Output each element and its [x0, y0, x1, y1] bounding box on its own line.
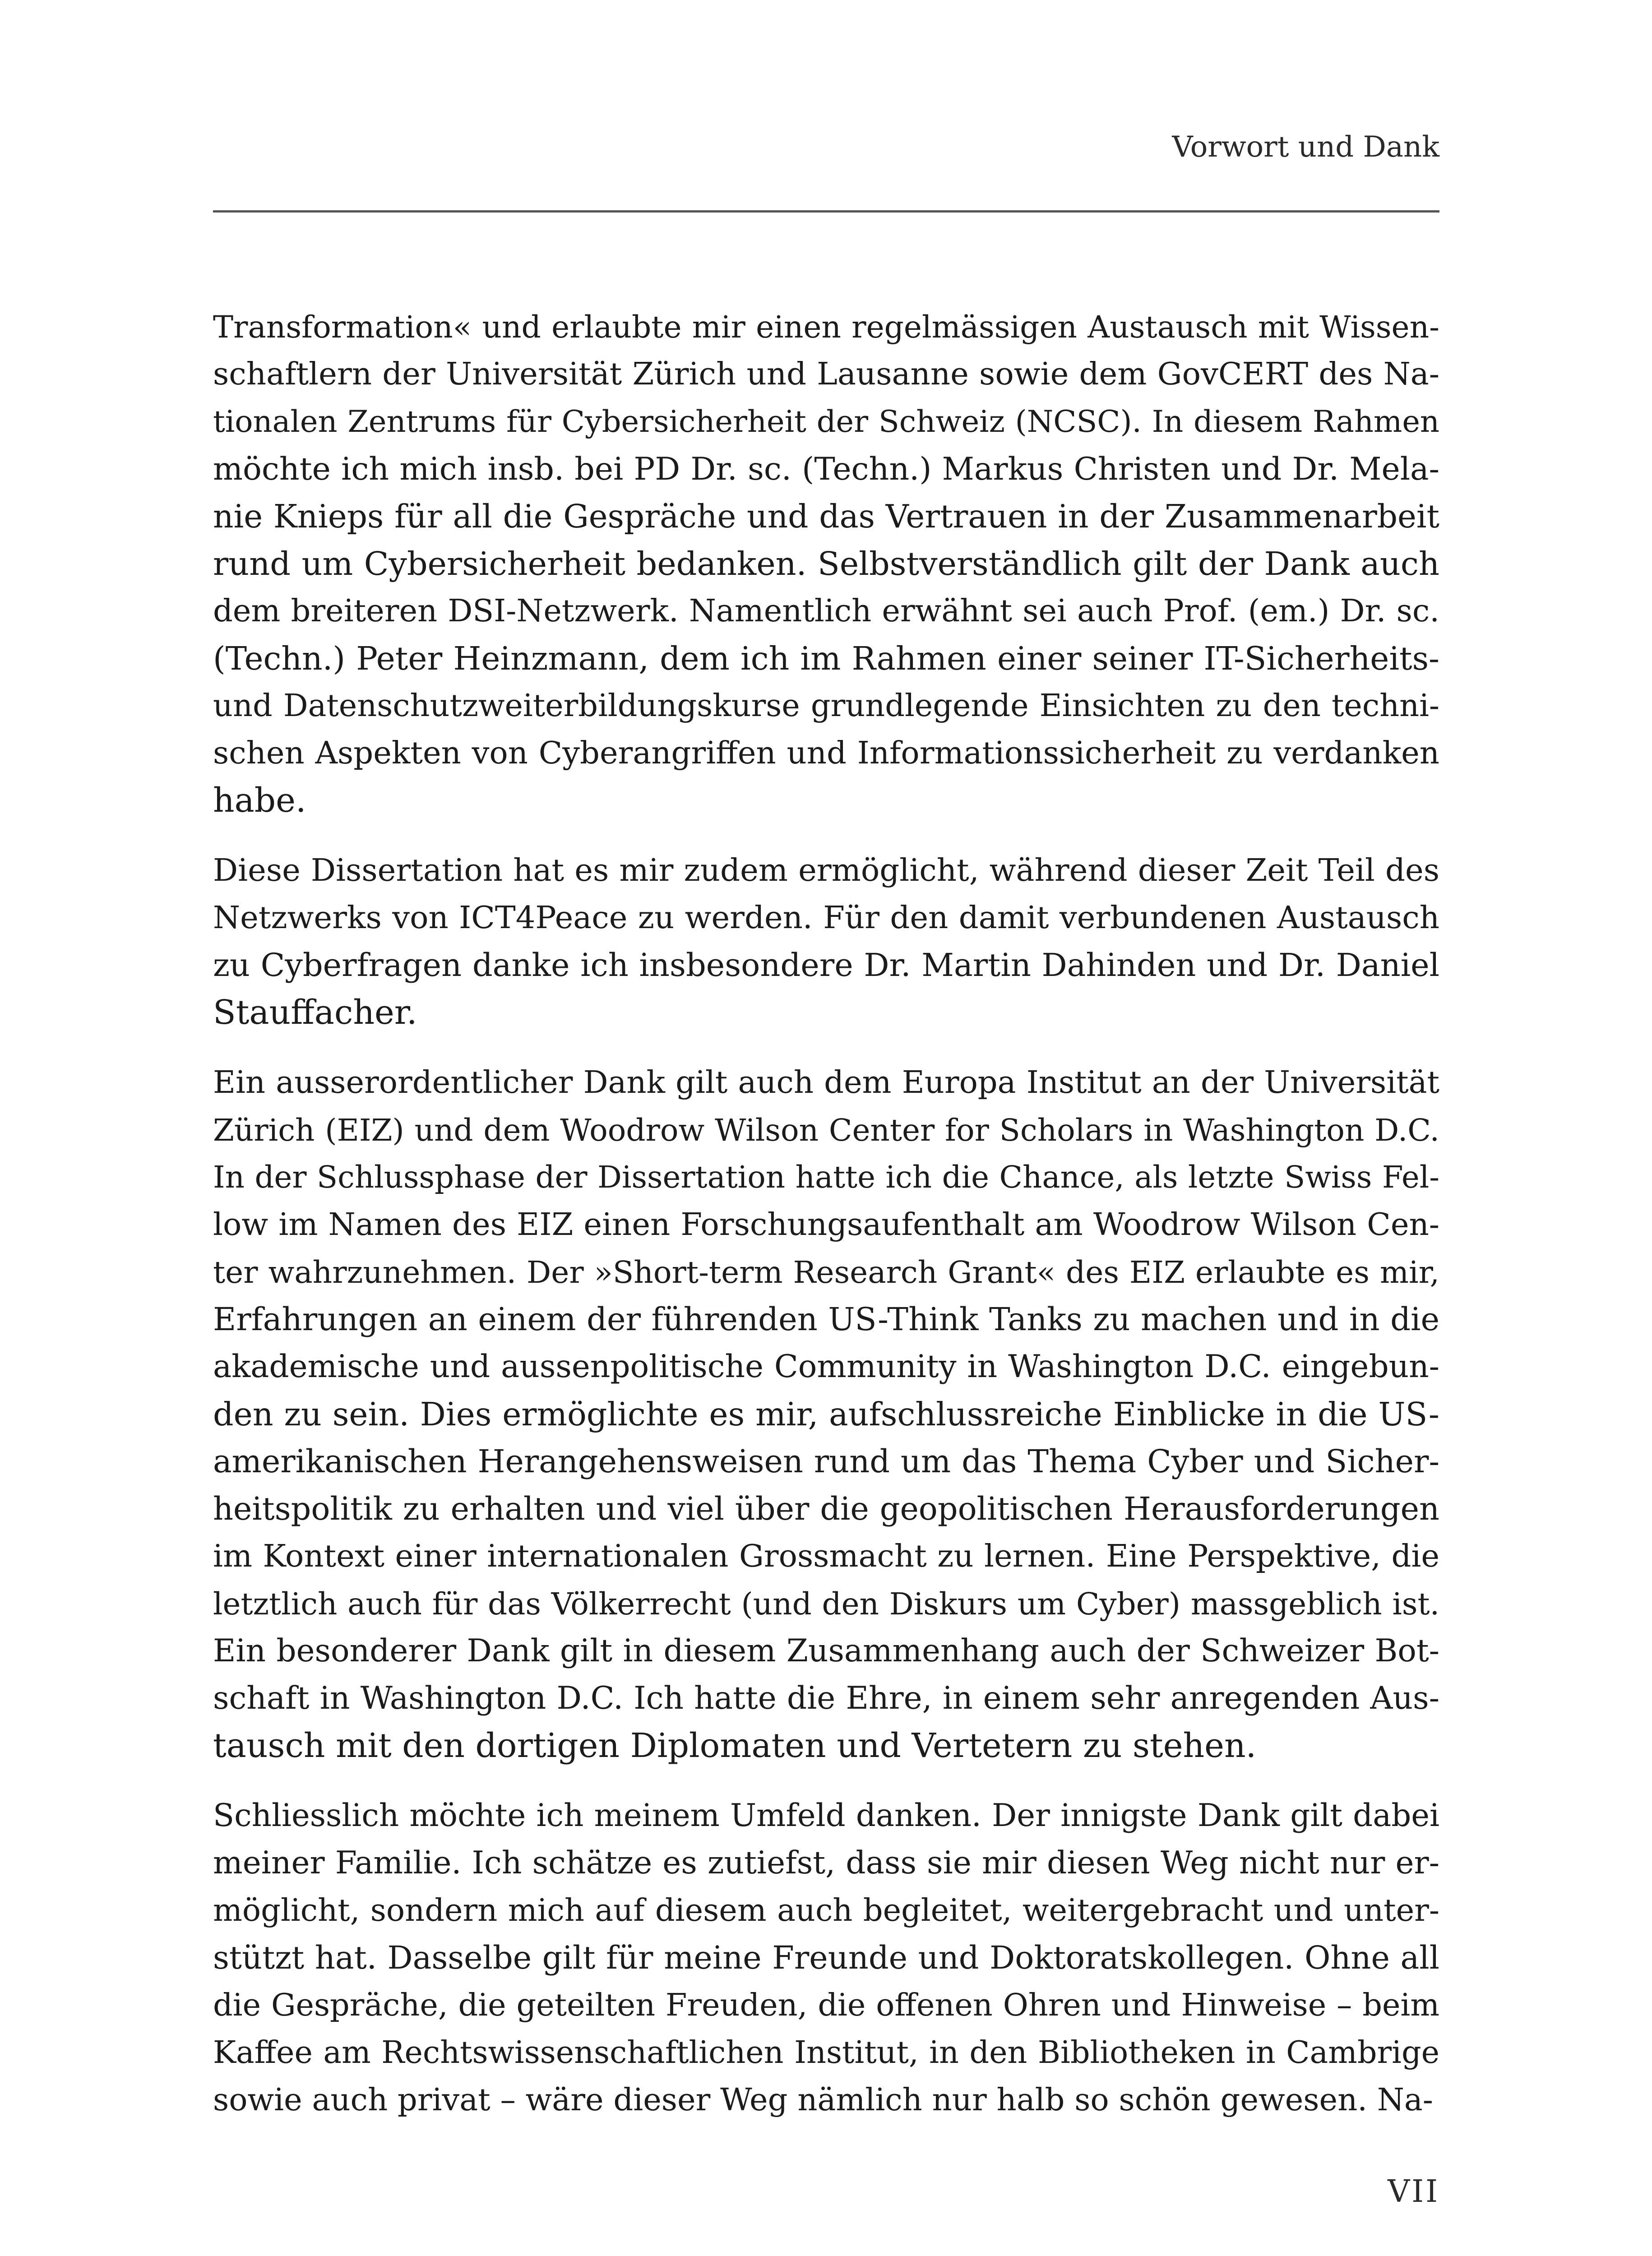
text-line: nie Knieps für all die Gespräche und das Vertrauen in der Zusammenarbeit: [213, 498, 1439, 535]
text-line: habe.: [213, 781, 306, 820]
text-line: schen Aspekten von Cyberangriffen und Informationssicherheit zu verdanken: [213, 735, 1439, 771]
text-line: schaft in Washington D.C. Ich hatte die Ehre, in einem sehr anregenden Aus-: [213, 1680, 1439, 1716]
text-line: und Datenschutzweiterbildungskurse grundlegende Einsichten zu den techni-: [213, 688, 1439, 724]
text-line: im Kontext einer internationalen Grossmacht zu lernen. Eine Perspektive, die: [213, 1538, 1439, 1574]
text-line: Schliesslich möchte ich meinem Umfeld danken. Der innigste Dank gilt dabei: [213, 1798, 1439, 1834]
text-line: dem breiteren DSI-Netzwerk. Namentlich erwähnt sei auch Prof. (em.) Dr. sc.: [213, 593, 1439, 629]
text-line: low im Namen des EIZ einen Forschungsaufenthalt am Woodrow Wilson Cen-: [213, 1207, 1439, 1243]
text-line: amerikanischen Herangehensweisen rund um das Thema Cyber und Sicher-: [213, 1443, 1439, 1480]
text-line: Stauffacher.: [213, 993, 417, 1032]
page-number: VII: [1388, 2174, 1439, 2210]
text-line: Transformation« und erlaubte mir einen regelmässigen Austausch mit Wissen-: [213, 309, 1439, 345]
text-line: Erfahrungen an einem der führenden US-Think Tanks zu machen und in die: [213, 1301, 1439, 1338]
text-line: heitspolitik zu erhalten und viel über die geopolitischen Herausforderungen: [213, 1491, 1439, 1527]
paragraph-family-friends: [213, 1792, 1439, 2124]
text-line: Zürich (EIZ) und dem Woodrow Wilson Center for Scholars in Washington D.C.: [213, 1112, 1439, 1148]
paragraph-research-collaboration: [213, 303, 1439, 824]
text-line: (Techn.) Peter Heinzmann, dem ich im Rahmen einer seiner IT-Sicherheits-: [213, 640, 1439, 677]
text-line: schaftlern der Universität Zürich und Lausanne sowie dem GovCERT des Na-: [213, 356, 1439, 392]
text-line: möchte ich mich insb. bei PD Dr. sc. (Techn.) Markus Christen und Dr. Mela-: [213, 451, 1439, 487]
running-head-title: Vorwort und Dank: [1172, 130, 1439, 164]
paragraph-eiz-wilson-center: [213, 1059, 1439, 1770]
text-line: tausch mit den dortigen Diplomaten und Vertetern zu stehen.: [213, 1726, 1257, 1765]
text-line: stützt hat. Dasselbe gilt für meine Freunde und Doktoratskollegen. Ohne all: [213, 1939, 1439, 1976]
text-line: Ein besonderer Dank gilt in diesem Zusammenhang auch der Schweizer Bot-: [213, 1633, 1439, 1669]
text-line: ter wahrzunehmen. Der »Short-term Research Grant« des EIZ erlaubte es mir,: [213, 1254, 1439, 1290]
text-line: Kaffee am Rechtswissenschaftlichen Institut, in den Bibliotheken in Cambrige: [213, 2035, 1439, 2071]
text-line: Netzwerks von ICT4Peace zu werden. Für den damit verbundenen Austausch: [213, 900, 1439, 936]
text-line: Ein ausserordentlicher Dank gilt auch dem Europa Institut an der Universität: [213, 1064, 1439, 1100]
text-line: akademische und aussenpolitische Community in Washington D.C. eingebun-: [213, 1349, 1439, 1385]
text-line: den zu sein. Dies ermöglichte es mir, aufschlussreiche Einblicke in die US-: [213, 1396, 1439, 1433]
body-text: [213, 303, 1439, 2146]
text-line: In der Schlussphase der Dissertation hatte ich die Chance, als letzte Swiss Fel-: [213, 1160, 1439, 1195]
text-line: rund um Cybersicherheit bedanken. Selbstverständlich gilt der Dank auch: [213, 545, 1439, 582]
text-line: möglicht, sondern mich auf diesem auch begleitet, weitergebracht und unter-: [213, 1892, 1439, 1928]
text-line: sowie auch privat – wäre dieser Weg nämlich nur halb so schön gewesen. Na-: [213, 2082, 1433, 2118]
text-line: tionalen Zentrums für Cybersicherheit der Schweiz (NCSC). In diesem Rahmen: [213, 404, 1439, 439]
paragraph-ict4peace: [213, 847, 1439, 1036]
text-line: die Gespräche, die geteilten Freuden, die offenen Ohren und Hinweise – beim: [213, 1988, 1439, 2023]
text-line: zu Cyberfragen danke ich insbesondere Dr. Martin Dahinden und Dr. Daniel: [213, 947, 1439, 984]
text-line: letztlich auch für das Völkerrecht (und den Diskurs um Cyber) massgeblich ist.: [213, 1586, 1439, 1622]
text-line: Diese Dissertation hat es mir zudem ermöglicht, während dieser Zeit Teil des: [213, 852, 1439, 888]
header-rule: [213, 210, 1439, 213]
text-line: meiner Familie. Ich schätze es zutiefst, dass sie mir diesen Weg nicht nur er-: [213, 1845, 1439, 1881]
